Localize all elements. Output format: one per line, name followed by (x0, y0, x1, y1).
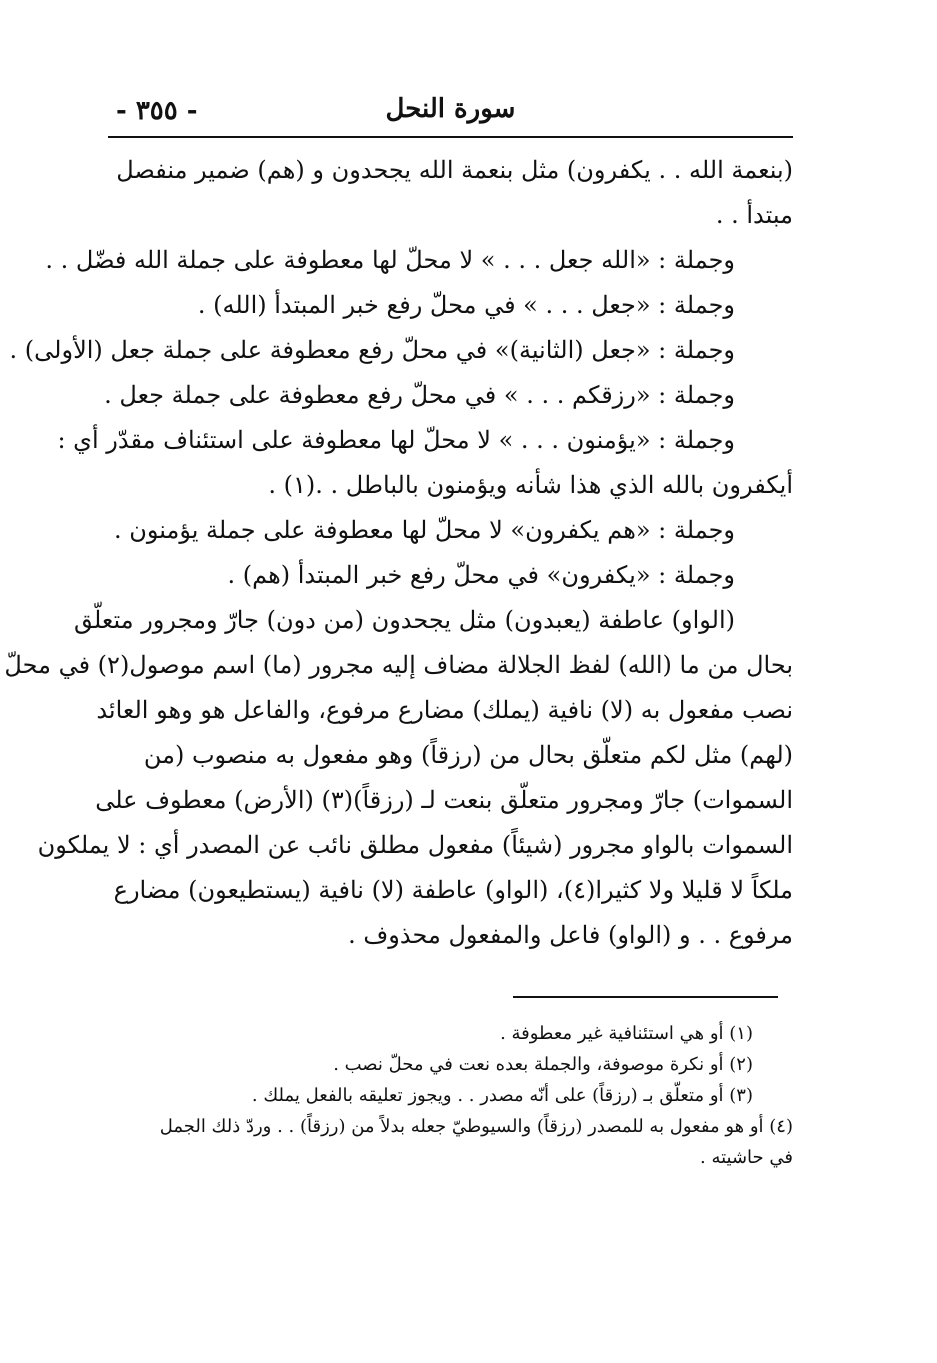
footnote: (٢) أو نكرة موصوفة، والجملة بعده نعت في محلّ نصب . (333, 1054, 753, 1075)
text-line: وجملة : «جعل (الثانية)» في محلّ رفع معطوفة على جملة جعل (الأولى) . (9, 336, 735, 364)
paragraph-grammar-analysis-2 (4, 598, 793, 958)
text-line: وجملة : «يؤمنون . . . » لا محلّ لها معطوفة على استئناف مقدّر أي : (57, 426, 735, 454)
text-line: وجملة : «هم يكفرون» لا محلّ لها معطوفة على جملة يؤمنون . (113, 516, 735, 544)
text-line: مبتدأ . . (715, 201, 793, 229)
footnote-continuation: في حاشيته . (700, 1147, 793, 1168)
text-line: وجملة : «جعل . . . » في محلّ رفع خبر المبتدأ (الله) . (197, 291, 735, 319)
footnotes (108, 1018, 793, 1173)
header-rule (108, 136, 793, 138)
paragraph-grammar-analysis-1 (9, 148, 793, 598)
running-title: سورة النحل (385, 94, 516, 124)
text-line: ملكاً لا قليلا ولا كثيرا(٤)، (الواو) عاطفة (لا) نافية (يستطيعون) مضارع (113, 876, 793, 904)
text-line: (بنعمة الله . . يكفرون) مثل بنعمة الله يجحدون و (هم) ضمير منفصل (116, 156, 793, 184)
footnote: (١) أو هي استئنافية غير معطوفة . (500, 1023, 753, 1044)
text-line: (الواو) عاطفة (يعبدون) مثل يجحدون (من دون) جارّ ومجرور متعلّق (73, 606, 735, 634)
text-line: (لهم) مثل لكم متعلّق بحال من (رزقاً) وهو مفعول به منصوب (من (143, 741, 793, 769)
footnote-separator (513, 996, 778, 998)
text-line: السموات بالواو مجرور (شيئاً) مفعول مطلق نائب عن المصدر أي : لا يملكون (37, 831, 793, 859)
footnote: (٣) أو متعلّق بـ (رزقاً) على أنّه مصدر . . ويجوز تعليقه بالفعل يملك . (251, 1085, 753, 1106)
footnote: (٤) أو هو مفعول به للمصدر (رزقاً) والسيوطيّ جعله بدلاً من (رزقاً) . . وردّ ذلك الجمل (159, 1116, 793, 1137)
page-header (108, 92, 793, 132)
text-line: وجملة : «يكفرون» في محلّ رفع خبر المبتدأ (هم) . (227, 561, 735, 589)
text-line: وجملة : «الله جعل . . . » لا محلّ لها معطوفة على جملة الله فضّل . . (45, 246, 735, 274)
text-line: أيكفرون بالله الذي هذا شأنه ويؤمنون بالباطل . .(١) . (268, 471, 793, 499)
text-line: مرفوع . . و (الواو) فاعل والمفعول محذوف . (348, 921, 793, 949)
page-number: - ٣٥٥ - (116, 96, 198, 126)
text-line: السموات) جارّ ومجرور متعلّق بنعت لـ (رزقاً)(٣) (الأرض) معطوف على (95, 786, 793, 814)
text-line: بحال من ما (الله) لفظ الجلالة مضاف إليه مجرور (ما) اسم موصول(٢) في محلّ (4, 651, 793, 679)
text-line: نصب مفعول به (لا) نافية (يملك) مضارع مرفوع، والفاعل هو وهو العائد (96, 696, 793, 724)
text-line: وجملة : «رزقكم . . . » في محلّ رفع معطوفة على جملة جعل . (104, 381, 735, 409)
